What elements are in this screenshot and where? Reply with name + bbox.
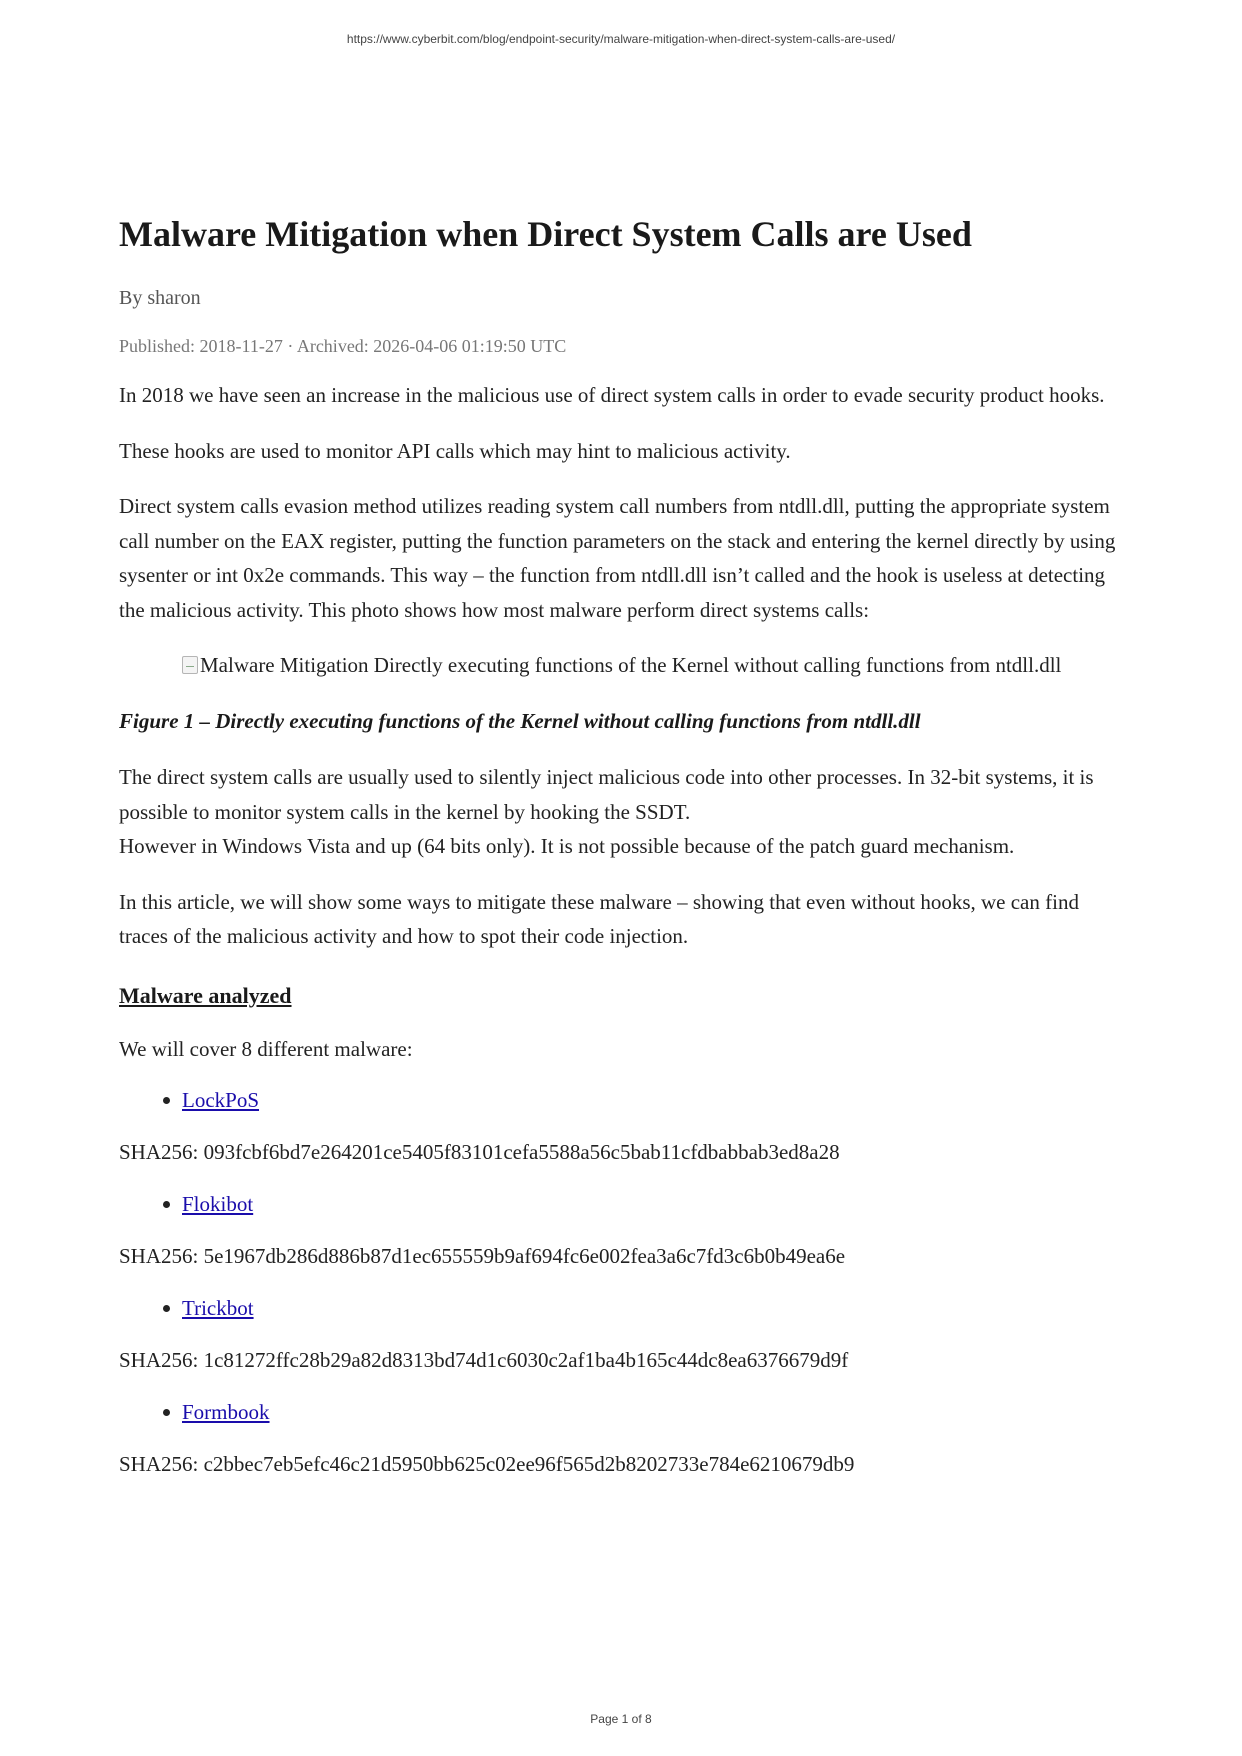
- paragraph-intro: In 2018 we have seen an increase in the malicious use of direct system calls in order to evade security product hooks.: [119, 383, 1105, 407]
- broken-image-icon: [182, 656, 198, 674]
- page-url-header: https://www.cyberbit.com/blog/endpoint-security/malware-mitigation-when-direct-system-calls-are-used/: [346, 32, 896, 46]
- article-byline: By sharon: [119, 287, 201, 309]
- figure-caption: Figure 1 – Directly executing functions of the Kernel without calling functions from ntdll.dll: [119, 709, 921, 733]
- malware-link-lockpos[interactable]: LockPoS: [182, 1088, 260, 1112]
- malware-hash-flokibot: SHA256: 5e1967db286d886b87d1ec655559b9af694fc6e002fea3a6c7fd3c6b0b49ea6e: [119, 1244, 846, 1268]
- malware-hash-formbook: SHA256: c2bbec7eb5efc46c21d5950bb625c02ee96f565d2b8202733e784e6210679db9: [119, 1452, 855, 1476]
- article-title: Malware Mitigation when Direct System Calls are Used: [119, 214, 972, 254]
- malware-link-flokibot[interactable]: Flokibot: [182, 1192, 254, 1216]
- section-heading-malware-analyzed: Malware analyzed: [119, 982, 292, 1008]
- malware-link-trickbot[interactable]: Trickbot: [182, 1296, 254, 1320]
- paragraph-mitigation: In this article, we will show some ways to mitigate these malware – showing that even without hooks, we can find traces of the malicious activity and how to spot their code injection.: [119, 889, 1079, 948]
- list-item: [182, 1290, 1129, 1326]
- figure-alt-text: Malware Mitigation Directly executing functions of the Kernel without calling functions from ntdll.dll: [200, 653, 1062, 677]
- paragraph-injection-line1: The direct system calls are usually used to silently inject malicious code into other processes. In 32-bit systems, it is possible to monitor system calls in the kernel by hooking the SSDT.: [119, 765, 1094, 824]
- malware-entry-lockpos: [119, 1082, 1129, 1170]
- figure-image-placeholder: [182, 648, 1082, 683]
- malware-entry-trickbot: [119, 1290, 1129, 1378]
- list-item: [182, 1186, 1129, 1222]
- malware-hash-trickbot: SHA256: 1c81272ffc28b29a82d8313bd74d1c6030c2af1ba4b165c44dc8ea6376679d9f: [119, 1348, 849, 1372]
- list-item: [182, 1394, 1129, 1430]
- page-number: Page 1 of 8: [590, 1712, 652, 1726]
- article-dates: Published: 2018-11-27 · Archived: 2026-04-06 01:19:50 UTC: [119, 336, 567, 356]
- paragraph-evasion-method: Direct system calls evasion method utilizes reading system call numbers from ntdll.dll, putting the appropriate system call number on the EAX register, putting the function parameters on the stack and entering the kernel directly by using sysenter or int 0x2e commands. This way – the function from ntdll.dll isn’t called and the hook is useless at detecting the malicious activity. This photo shows how most malware perform direct systems calls:: [119, 494, 1116, 622]
- malware-entry-formbook: [119, 1394, 1129, 1482]
- article: [119, 206, 1129, 1482]
- paragraph-hooks: These hooks are used to monitor API calls which may hint to malicious activity.: [119, 438, 791, 463]
- malware-list: [119, 1082, 1129, 1482]
- list-item: [182, 1082, 1129, 1118]
- paragraph-injection-line2: However in Windows Vista and up (64 bits only). It is not possible because of the patch guard mechanism.: [119, 834, 1015, 858]
- malware-hash-lockpos: SHA256: 093fcbf6bd7e264201ce5405f83101cefa5588a56c5bab11cfdbabbab3ed8a28: [119, 1140, 840, 1164]
- malware-link-formbook[interactable]: Formbook: [182, 1400, 270, 1424]
- paragraph-injection: [119, 760, 1129, 864]
- malware-entry-flokibot: [119, 1186, 1129, 1274]
- malware-intro: We will cover 8 different malware:: [119, 1036, 413, 1061]
